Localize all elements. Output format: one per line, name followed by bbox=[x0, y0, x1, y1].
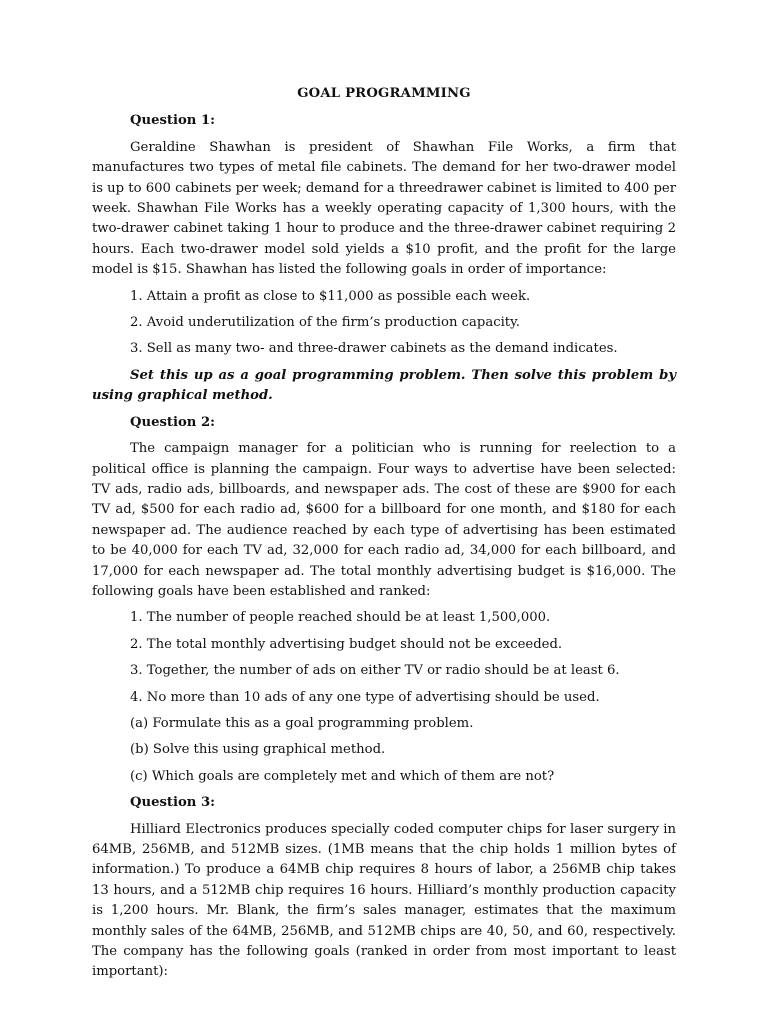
question-3-heading: Question 3: bbox=[130, 795, 216, 811]
question-2-goal: 3. Together, the number of ads on either TV or radio should be at least 6. bbox=[130, 663, 620, 679]
question-2-part: (a) Formulate this as a goal programming problem. bbox=[130, 715, 474, 731]
question-2-part: (c) Which goals are completely met and which of them are not? bbox=[130, 768, 555, 784]
question-3-body: Hilliard Electronics produces specially coded computer chips for laser surgery in 64MB, 256MB, and 512MB sizes. (1MB means that the chip holds 1 million bytes of information.) To produce a 64MB chip requires 8 hours of labor, a 256MB chip takes 13 hours, and a 512MB chip requires 16 hours. Hilliard’s monthly production capacity is 1,200 hours. Mr. Blank, the firm’s sales manager, estimates that the maximum monthly sales of the 64MB, 256MB, and 512MB chips are 40, 50, and 60, respectively. The company has the following goals (ranked in order from most important to least important): bbox=[92, 821, 676, 980]
document-title: GOAL PROGRAMMING bbox=[297, 86, 471, 101]
question-2-goal: 4. No more than 10 ads of any one type of advertising should be used. bbox=[130, 689, 600, 705]
question-2-goal: 1. The number of people reached should be at least 1,500,000. bbox=[130, 610, 551, 626]
question-1-goal: 1. Attain a profit as close to $11,000 as possible each week. bbox=[130, 288, 531, 304]
document-page bbox=[92, 84, 676, 989]
question-2-goal: 2. The total monthly advertising budget should not be exceeded. bbox=[130, 636, 563, 652]
question-2-heading: Question 2: bbox=[130, 414, 216, 430]
question-1-heading: Question 1: bbox=[130, 113, 216, 129]
question-1-goal: 3. Sell as many two- and three-drawer cabinets as the demand indicates. bbox=[130, 341, 618, 357]
question-2-part: (b) Solve this using graphical method. bbox=[130, 742, 386, 758]
question-2-body: The campaign manager for a politician who is running for reelection to a political office is planning the campaign. Four ways to advertise have been selected: TV ads, radio ads, billboards, and newspaper ads. The cost of these are $900 for each TV ad, $500 for each radio ad, $600 for a billboard for one month, and $180 for each newspaper ad. The audience reached by each type of advertising has been estimated to be 40,000 for each TV ad, 32,000 for each radio ad, 34,000 for each billboard, and 17,000 for each newspaper ad. The total monthly advertising budget is $16,000. The following goals have been established and ranked: bbox=[92, 441, 676, 599]
question-1-goal: 2. Avoid underutilization of the firm’s production capacity. bbox=[130, 315, 520, 331]
question-1-body: Geraldine Shawhan is president of Shawhan File Works, a firm that manufactures two types of metal file cabinets. The demand for her two-drawer model is up to 600 cabinets per week; demand for a threedrawer cabinet is limited to 400 per week. Shawhan File Works has a weekly operating capacity of 1,300 hours, with the two-drawer cabinet taking 1 hour to produce and the three-drawer cabinet requiring 2 hours. Each two-drawer model sold yields a $10 profit, and the profit for the large model is $15. Shawhan has listed the following goals in order of importance: bbox=[92, 139, 676, 278]
question-1-instruction: Set this up as a goal programming problem. Then solve this problem by using graphical method. bbox=[92, 367, 676, 404]
